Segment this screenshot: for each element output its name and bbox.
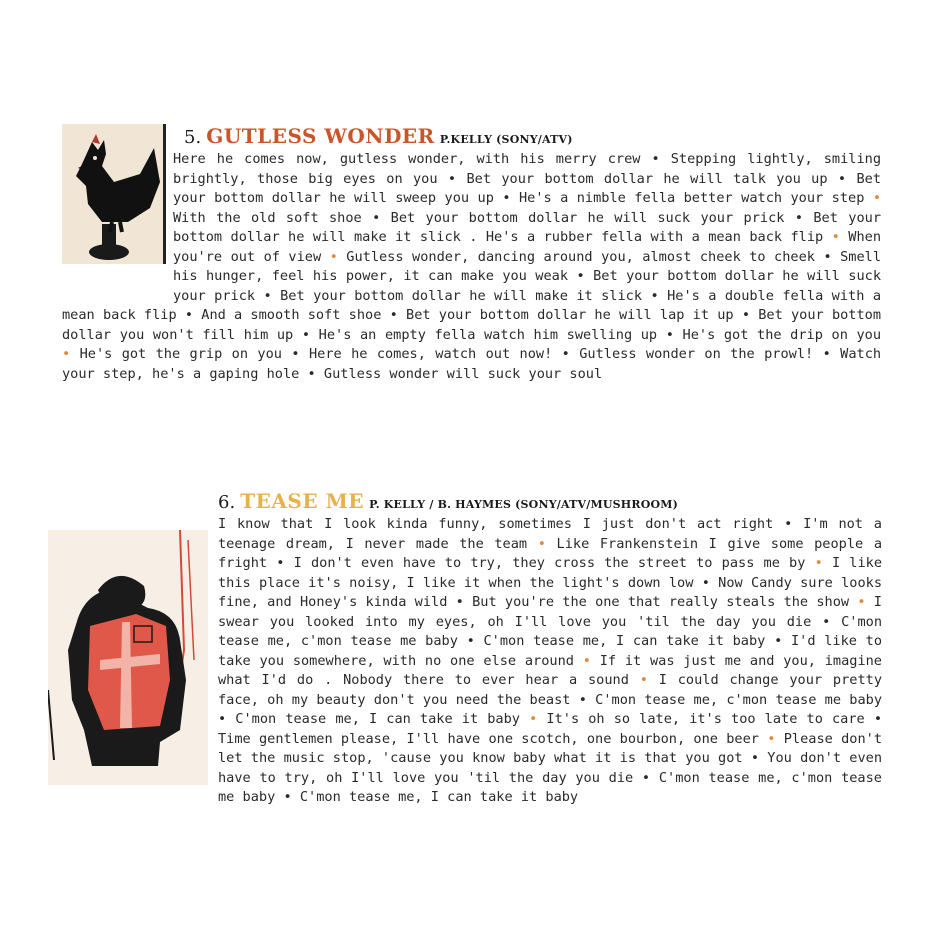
lyric-line: With the old soft shoe (173, 209, 362, 226)
lyric-line: Bet your bottom dollar he will lap it up (406, 307, 734, 323)
bullet-separator: • (578, 691, 587, 708)
artwork-wrap-spacer (62, 150, 173, 287)
lyric-line: Smell his hunger, feel his power, it can make you weak (173, 248, 882, 284)
lyric-line: I could change your pretty face, oh my beauty don't you need the beast (218, 672, 883, 708)
song6-title: TEASE ME (240, 489, 364, 513)
lyric-line: Bet your bottom dollar he will make it slick . He's a rubber fella with a mean back flip (173, 209, 881, 245)
lyric-line: I'm not a teenage dream, I never made the team (218, 516, 882, 552)
bullet-separator: • (650, 287, 659, 304)
bullet-separator: • (831, 229, 840, 245)
bullet-separator: • (389, 307, 398, 323)
bullet-separator: • (263, 287, 272, 304)
lyric-line: I don't even have to try, they cross the street to pass me by (293, 555, 806, 571)
lyric-line: C'mon tease me, c'mon tease me baby (218, 613, 882, 649)
lyric-line: Time gentlemen please, I'll have one scotch, one bourbon, one beer (218, 730, 759, 747)
song6-credit: P. KELLY / B. HAYMES (SONY/ATV/MUSHROOM) (369, 498, 679, 511)
lyric-line: I swear you looked into my eyes, oh I'll love you 'til the day you die (218, 594, 882, 630)
bullet-separator: • (814, 555, 823, 571)
lyric-line: And a smooth soft shoe (201, 307, 382, 323)
bullet-separator: • (184, 307, 194, 323)
lyric-line: I know that I look kinda funny, sometimes I just don't act right (218, 516, 774, 532)
lyric-line: When you're out of view (173, 229, 882, 265)
bullet-separator: • (822, 346, 831, 362)
lyric-line: Watch your step, he's a gaping hole (62, 346, 882, 382)
bullet-separator: • (872, 190, 882, 206)
bullet-separator: • (455, 594, 464, 610)
bullet-separator: • (466, 633, 475, 649)
lyric-line: Bet your bottom dollar he will talk you up (466, 170, 828, 187)
bullet-separator: • (665, 326, 674, 343)
bullet-separator: • (784, 516, 793, 532)
song5-credit: P.KELLY (SONY/ATV) (439, 133, 573, 146)
bullet-separator: • (537, 535, 546, 552)
lyric-line: You don't even have to try, oh I'll love you 'til the day you die (218, 750, 882, 786)
song6-number: 6. (218, 492, 236, 513)
bullet-separator: • (822, 613, 831, 630)
lyric-line: He's a double fella with a mean back flip (62, 287, 882, 323)
bullet-separator: • (561, 346, 570, 362)
lyric-line: Gutless wonder on the prowl! (579, 346, 814, 362)
bullet-separator: • (576, 268, 585, 284)
lyric-line: C'mon tease me, I can take it baby (483, 633, 766, 649)
bullet-separator: • (639, 672, 648, 688)
bullet-separator: • (641, 769, 651, 786)
bullet-separator: • (582, 652, 591, 669)
bullet-separator: • (857, 594, 866, 610)
song5-heading (184, 124, 573, 148)
bullet-separator: • (750, 750, 760, 766)
lyric-line: He's an empty fella watch him swelling up (318, 326, 658, 343)
bullet-separator: • (701, 574, 710, 591)
bullet-separator: • (502, 190, 511, 206)
bullet-separator: • (873, 711, 883, 727)
bullet-separator: • (823, 248, 832, 265)
bullet-separator: • (329, 248, 338, 265)
bullet-separator: • (529, 711, 538, 727)
lyric-line: Here he comes now, gutless wonder, with his merry crew (173, 151, 641, 167)
bullet-separator: • (62, 346, 71, 362)
lyric-line: I'd like to take you somewhere, with no one else around (218, 633, 883, 669)
bullet-separator: • (307, 365, 316, 382)
lyric-line: C'mon tease me, I can take it baby (299, 789, 579, 805)
bullet-separator: • (291, 346, 300, 362)
bullet-separator: • (301, 326, 311, 343)
bullet-separator: • (276, 555, 285, 571)
lyric-line: He's got the grip on you (79, 346, 282, 362)
lyric-line: C'mon tease me, c'mon tease me baby (218, 769, 882, 805)
lyric-line: Gutless wonder, dancing around you, almost cheek to cheek (346, 248, 815, 265)
song5-number: 5. (184, 127, 202, 148)
lyric-line: Bet your bottom dollar he will sweep you up (173, 170, 882, 206)
bullet-separator: • (741, 307, 751, 323)
song5-lyrics (62, 150, 881, 384)
figure-with-cross-icon (48, 530, 208, 785)
lyric-line: Gutless wonder will suck your soul (323, 365, 603, 382)
bullet-separator: • (218, 711, 227, 727)
lyric-line: But you're the one that really steals the show (472, 594, 850, 610)
lyric-line: Bet your bottom dollar he will suck your prick (173, 268, 881, 304)
bullet-separator: • (767, 730, 776, 747)
lyric-line: C'mon tease me, c'mon tease me baby (595, 691, 883, 708)
lyric-line: Here he comes, watch out now! (308, 346, 553, 362)
song5-title: GUTLESS WONDER (206, 124, 435, 148)
lyric-line: C'mon tease me, I can take it baby (235, 711, 520, 727)
lyric-line: Bet your bottom dollar you won't fill him up (62, 307, 882, 343)
lyric-line: If it was just me and you, imagine what I'd do . Nobody there to ever hear a sound (218, 652, 882, 688)
figure-illustration (48, 530, 208, 785)
bullet-separator: • (794, 209, 803, 226)
bullet-separator: • (774, 633, 783, 649)
lyric-line: Stepping lightly, smiling brightly, those big eyes on you (173, 151, 882, 187)
bullet-separator: • (283, 789, 292, 805)
lyric-line: It's oh so late, it's too late to care (546, 711, 865, 727)
lyric-line: Like Frankenstein I give some people a fright (218, 535, 883, 571)
bullet-separator: • (837, 170, 847, 187)
song6-lyrics (218, 515, 882, 808)
lyric-line: He's got the drip on you (682, 326, 882, 343)
bullet-separator: • (447, 170, 457, 187)
lyric-line: He's a nimble fella better watch your step (518, 190, 865, 206)
lyric-line: Please don't let the music stop, 'cause you know baby what it is that you got (218, 730, 883, 766)
lyric-line: Bet your bottom dollar he will make it slick (280, 287, 643, 304)
lyric-line: Bet your bottom dollar he will suck your prick (390, 209, 785, 226)
bullet-separator: • (372, 209, 381, 226)
bullet-separator: • (651, 151, 660, 167)
lyric-line: I like this place it's noisy, I like it when the light's down low (218, 555, 883, 591)
song6-heading (218, 489, 678, 513)
lyric-line: Now Candy sure looks fine, and Honey's kinda wild (218, 574, 883, 610)
